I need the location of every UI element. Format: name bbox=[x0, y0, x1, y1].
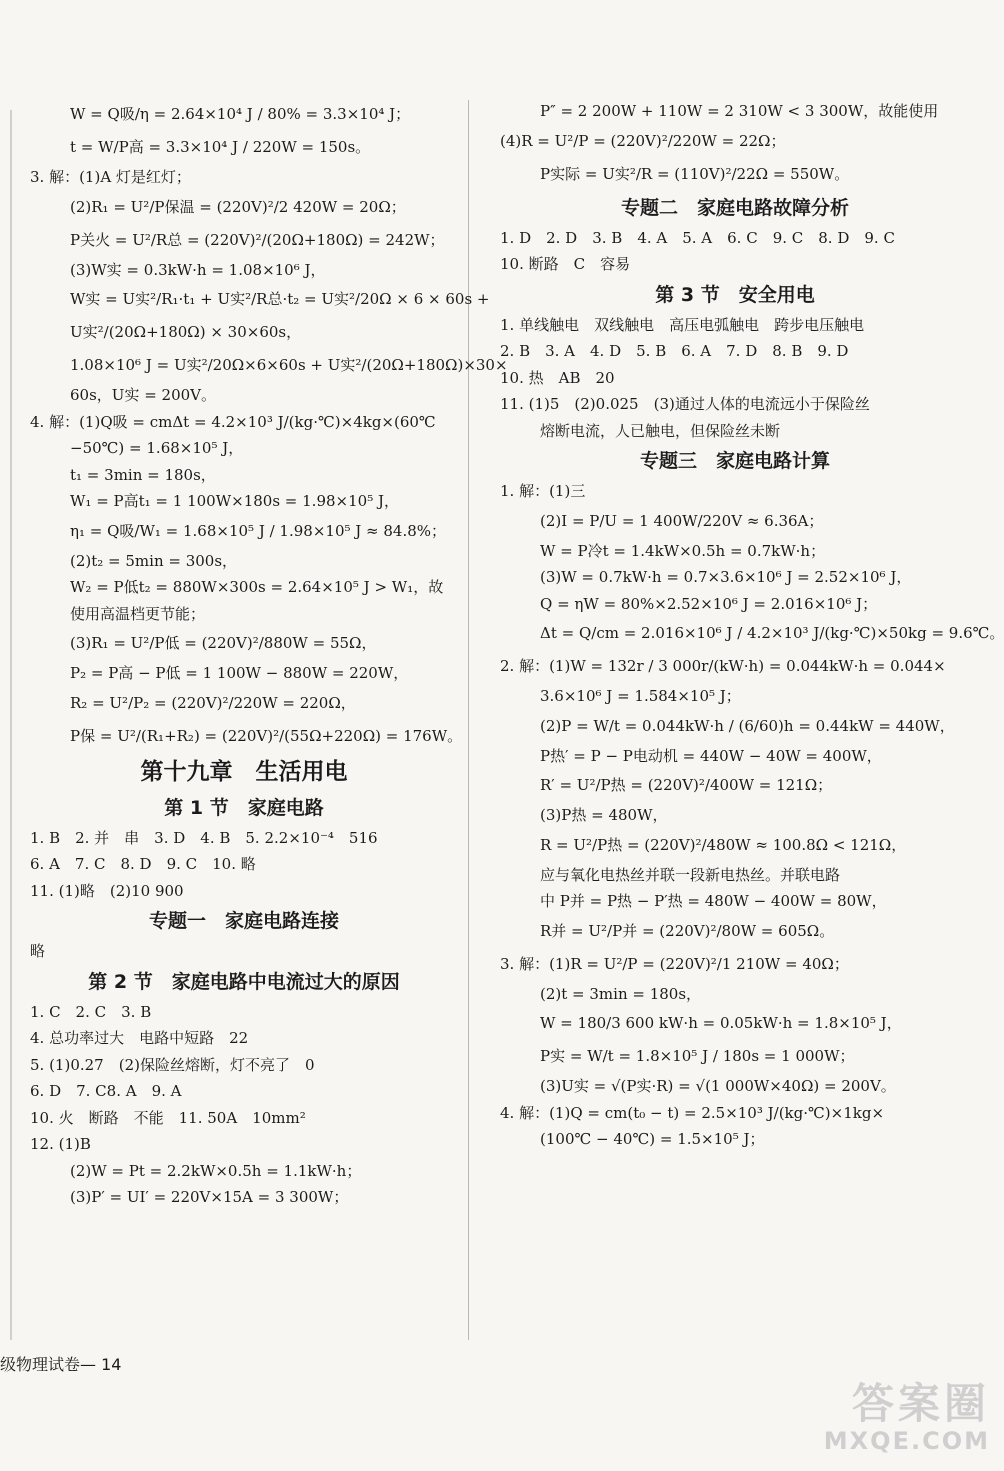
answer-line: 应与氧化电热丝并联一段新电热丝。并联电路 bbox=[540, 865, 841, 884]
answer-line: 10. 热 AB 20 bbox=[500, 368, 615, 387]
answer-line: P保 = U²/(R₁+R₂) = (220V)²/(55Ω+220Ω) = 176W。 bbox=[70, 726, 463, 745]
answer-line: (100℃ − 40℃) = 1.5×10⁵ J； bbox=[540, 1130, 765, 1148]
answer-line: 4. 解：(1)Q = cm(t₀ − t) = 2.5×10³ J/(kg·℃)×1kg× bbox=[500, 1103, 885, 1122]
chapter-title: 第十九章 生活用电 bbox=[140, 758, 348, 785]
answer-line: 1. 解：(1)三 bbox=[500, 482, 586, 500]
answer-line: U实²/(20Ω+180Ω) × 30×60s， bbox=[70, 323, 302, 341]
answer-line: P″ = 2 200W + 110W = 2 310W < 3 300W，故能使用 bbox=[540, 102, 939, 120]
answer-line: (3)W实 = 0.3kW·h = 1.08×10⁶ J， bbox=[70, 260, 326, 279]
watermark bbox=[760, 1380, 990, 1460]
left-column bbox=[30, 98, 508, 1211]
watermark-url: MXQE.COM bbox=[823, 1427, 990, 1455]
answer-line: 10. 火 断路 不能 11. 50A 10mm² bbox=[30, 1108, 306, 1127]
answer-line: 使用高温档更节能； bbox=[70, 604, 206, 623]
answer-line: (3)P′ = UI′ = 220V×15A = 3 300W； bbox=[70, 1188, 349, 1206]
page-footer: 级物理试卷— 14 bbox=[0, 1355, 122, 1374]
answer-line: 2. B 3. A 4. D 5. B 6. A 7. D 8. B 9. D bbox=[500, 342, 849, 360]
answer-line: 5. (1)0.27 (2)保险丝熔断，灯不亮了 0 bbox=[30, 1055, 315, 1074]
section-heading: 第 2 节 家庭电路中电流过大的原因 bbox=[88, 970, 400, 993]
answer-line: R = U²/P热 = (220V)²/480W ≈ 100.8Ω < 121Ω， bbox=[540, 835, 907, 854]
answer-line: (3)P热 = 480W， bbox=[540, 806, 668, 824]
answer-line: η₁ = Q吸/W₁ = 1.68×10⁵ J / 1.98×10⁵ J ≈ 84.8%； bbox=[70, 521, 447, 540]
answer-line: 1. D 2. D 3. B 4. A 5. A 6. C 9. C 8. D 9. C bbox=[500, 228, 895, 247]
answer-line: (3)R₁ = U²/P低 = (220V)²/880W = 55Ω， bbox=[70, 634, 377, 652]
answer-line: W = Q吸/η = 2.64×10⁴ J / 80% = 3.3×10⁴ J； bbox=[70, 105, 411, 123]
answer-line: 2. 解：(1)W = 132r / 3 000r/(kW·h) = 0.044kW·h = 0.044× bbox=[500, 657, 946, 675]
answer-line: (2)I = P/U = 1 400W/220V ≈ 6.36A； bbox=[540, 511, 824, 530]
answer-line: −50℃) = 1.68×10⁵ J， bbox=[70, 439, 244, 457]
answer-line: Δt = Q/cm = 2.016×10⁶ J / 4.2×10³ J/(kg·℃)×50kg = 9.6℃。 bbox=[540, 624, 1004, 642]
answer-line: 略 bbox=[30, 942, 46, 960]
answer-line: t₁ = 3min = 180s， bbox=[70, 465, 216, 484]
answer-line: 1. B 2. 并 串 3. D 4. B 5. 2.2×10⁻⁴ 516 bbox=[30, 828, 378, 847]
section-heading: 第 1 节 家庭电路 bbox=[164, 796, 324, 819]
answer-line: 6. D 7. C8. A 9. A bbox=[30, 1082, 182, 1100]
answer-line: 11. (1)5 (2)0.025 (3)通过人体的电流远小于保险丝 bbox=[500, 395, 870, 413]
section-heading: 专题一 家庭电路连接 bbox=[148, 910, 339, 932]
answer-line: R并 = U²/P并 = (220V)²/80W = 605Ω。 bbox=[540, 921, 835, 940]
answer-line: 熔断电流，人已触电，但保险丝未断 bbox=[540, 421, 781, 440]
answer-line: P实 = W/t = 1.8×10⁵ J / 180s = 1 000W； bbox=[540, 1047, 855, 1065]
answer-line: (3)W = 0.7kW·h = 0.7×3.6×10⁶ J = 2.52×10⁶ J， bbox=[540, 568, 912, 586]
answer-line: W = P冷t = 1.4kW×0.5h = 0.7kW·h； bbox=[540, 541, 826, 560]
answer-line: 10. 断路 C 容易 bbox=[500, 255, 631, 273]
section-heading: 第 3 节 安全用电 bbox=[655, 283, 815, 306]
right-column bbox=[500, 98, 1004, 1153]
answer-line: R′ = U²/P热 = (220V)²/400W = 121Ω； bbox=[540, 776, 833, 794]
answer-line: (2)t = 3min = 180s， bbox=[540, 984, 702, 1003]
answer-line: Q = ηW = 80%×2.52×10⁶ J = 2.016×10⁶ J； bbox=[540, 594, 878, 613]
answer-line: 11. (1)略 (2)10 900 bbox=[30, 881, 184, 900]
answer-line: 中 P并 = P热 − P′热 = 480W − 400W = 80W， bbox=[540, 892, 887, 910]
answer-line: 4. 总功率过大 电路中短路 22 bbox=[30, 1029, 249, 1047]
answer-line: (4)R = U²/P = (220V)²/220W = 22Ω； bbox=[500, 131, 786, 150]
answer-line: 4. 解：(1)Q吸 = cmΔt = 4.2×10³ J/(kg·℃)×4kg×(60℃ bbox=[30, 412, 436, 431]
answer-line: W₁ = P高t₁ = 1 100W×180s = 1.98×10⁵ J， bbox=[70, 492, 399, 510]
answer-line: W实 = U实²/R₁·t₁ + U实²/R总·t₂ = U实²/20Ω × 6 × 60s + bbox=[70, 290, 490, 308]
answer-line: W₂ = P低t₂ = 880W×300s = 2.64×10⁵ J > W₁，故 bbox=[70, 578, 444, 596]
answer-line: 6. A 7. C 8. D 9. C 10. 略 bbox=[30, 855, 256, 873]
answer-line: 3.6×10⁶ J = 1.584×10⁵ J； bbox=[540, 687, 741, 705]
answer-line: (3)U实 = √(P实·R) = √(1 000W×40Ω) = 200V。 bbox=[540, 1077, 896, 1095]
answer-line: P关火 = U²/R总 = (220V)²/(20Ω+180Ω) = 242W； bbox=[70, 230, 445, 249]
answer-line: P热′ = P − P电动机 = 440W − 40W = 400W， bbox=[540, 746, 882, 765]
answer-line: (2)P = W/t = 0.044kW·h / (6/60)h = 0.44kW = 440W， bbox=[540, 716, 955, 735]
answer-line: 12. (1)B bbox=[30, 1135, 91, 1153]
answer-line: (2)t₂ = 5min = 300s， bbox=[70, 551, 238, 570]
answer-line: 3. 解：(1)A 灯是红灯； bbox=[30, 168, 191, 186]
answer-line: P₂ = P高 − P低 = 1 100W − 880W = 220W， bbox=[70, 664, 409, 682]
answer-line: 3. 解：(1)R = U²/P = (220V)²/1 210W = 40Ω； bbox=[500, 954, 849, 973]
answer-line: W = 180/3 600 kW·h = 0.05kW·h = 1.8×10⁵ J， bbox=[540, 1014, 902, 1032]
section-heading: 专题二 家庭电路故障分析 bbox=[620, 196, 849, 219]
answer-line: (2)R₁ = U²/P保温 = (220V)²/2 420W = 20Ω； bbox=[70, 197, 406, 216]
answer-line: P实际 = U实²/R = (110V)²/22Ω = 550W。 bbox=[540, 164, 850, 183]
answer-line: 1. 单线触电 双线触电 高压电弧触电 跨步电压触电 bbox=[500, 315, 865, 334]
answer-line: 1. C 2. C 3. B bbox=[30, 1002, 152, 1021]
answer-line: R₂ = U²/P₂ = (220V)²/220W = 220Ω， bbox=[70, 693, 356, 712]
watermark-logo-text: 答案圈 bbox=[851, 1379, 990, 1428]
answer-line: (2)W = Pt = 2.2kW×0.5h = 1.1kW·h； bbox=[70, 1161, 362, 1180]
page-edge-mark bbox=[10, 110, 12, 1340]
answer-line: t = W/P高 = 3.3×10⁴ J / 220W = 150s。 bbox=[70, 138, 371, 156]
section-heading: 专题三 家庭电路计算 bbox=[639, 450, 830, 472]
answer-line: 1.08×10⁶ J = U实²/20Ω×6×60s + U实²/(20Ω+180Ω)×30× bbox=[70, 356, 508, 374]
answer-line: 60s，U实 = 200V。 bbox=[70, 386, 216, 404]
